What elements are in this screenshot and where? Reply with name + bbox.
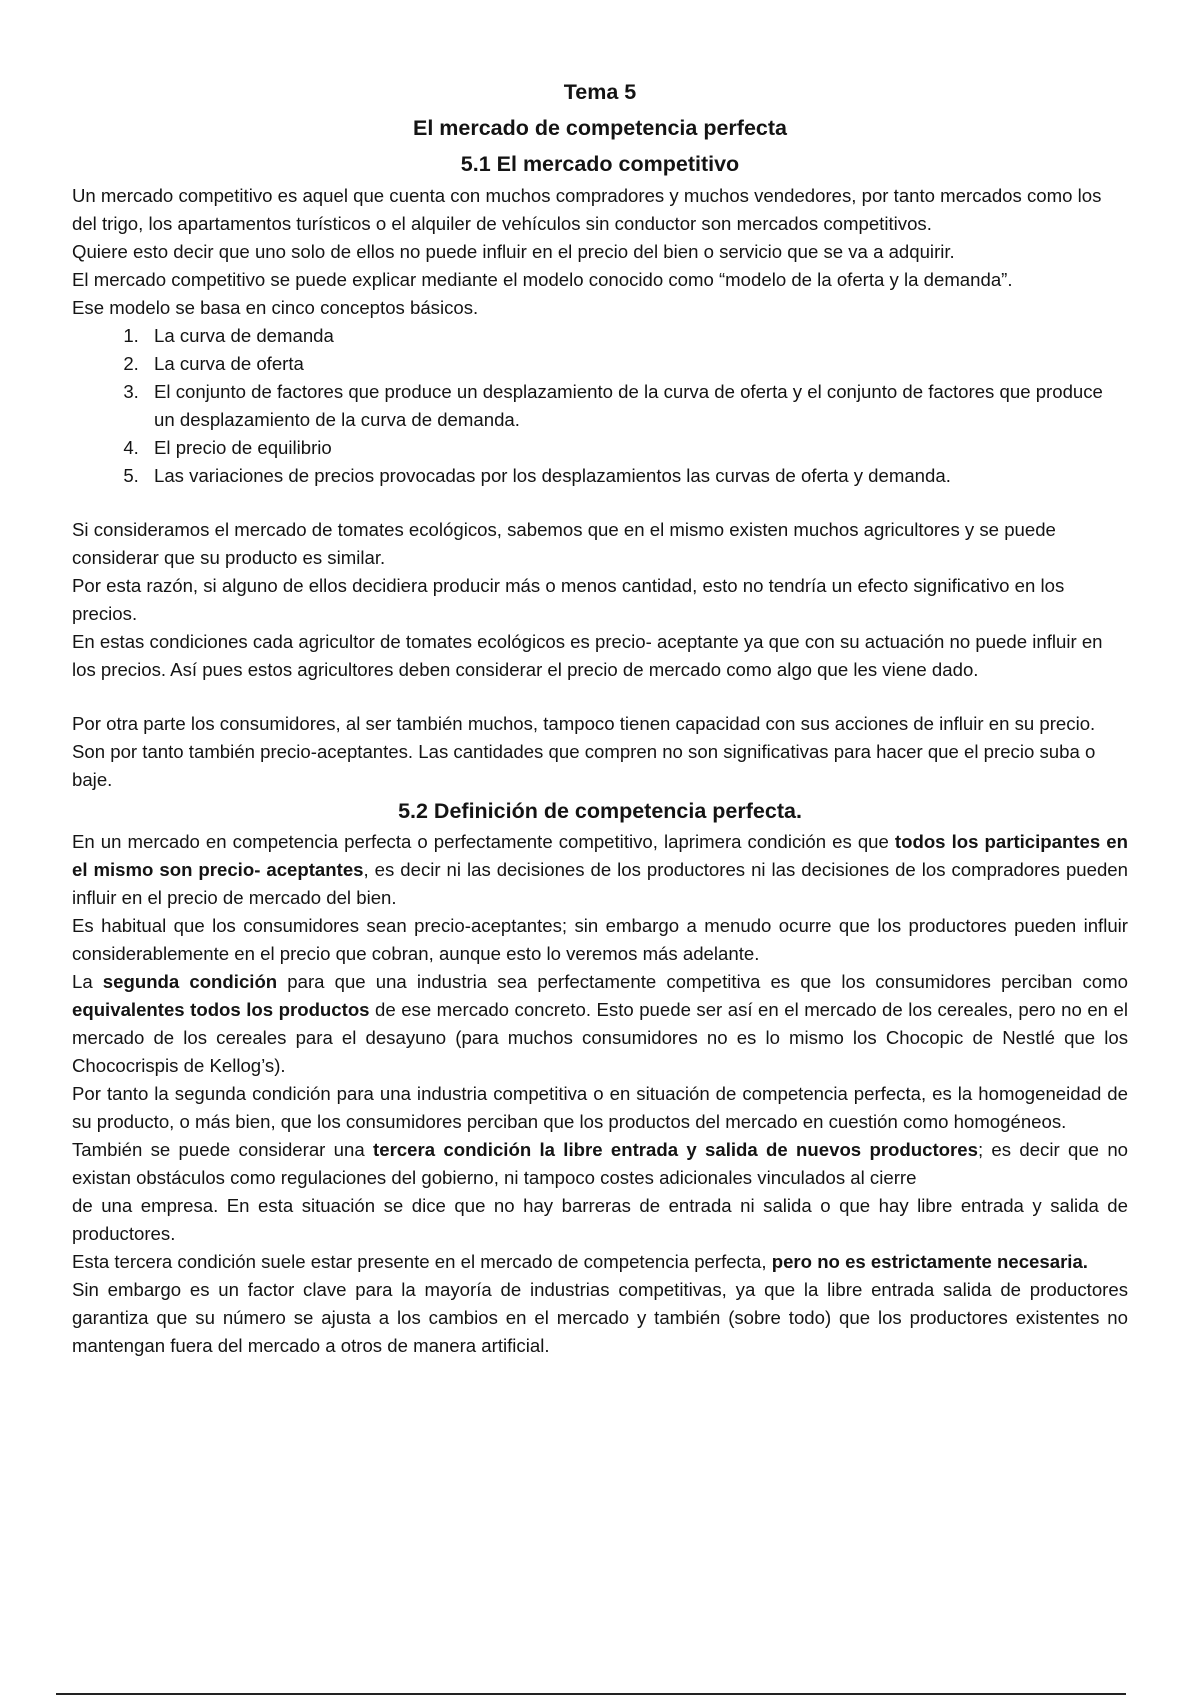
paragraph — [72, 968, 1128, 1080]
paragraph — [72, 828, 1128, 912]
text-run: La — [72, 971, 103, 992]
paragraph: Por esta razón, si alguno de ellos decidiera producir más o menos cantidad, esto no tendría un efecto significativo en los precios. — [72, 575, 1065, 624]
paragraph — [72, 1248, 1128, 1276]
list-item: 5. Las variaciones de precios provocadas por los desplazamientos las curvas de oferta y demanda. — [144, 462, 1128, 490]
bold-text: tercera condición la libre entrada y salida de nuevos productores — [373, 1139, 978, 1160]
paragraph — [72, 1136, 1128, 1192]
text-run: También se puede considerar una — [72, 1139, 374, 1160]
text-run: En un mercado en competencia perfecta o perfectamente competitivo, laprimera condición es que — [72, 831, 895, 852]
paragraph: Si consideramos el mercado de tomates ecológicos, sabemos que en el mismo existen muchos agricultores y se puede considerar que su producto es similar. — [72, 519, 1056, 568]
paragraph: de una empresa. En esta situación se dice que no hay barreras de entrada ni salida o que hay libre entrada y salida de productores. — [72, 1195, 1128, 1244]
spacer — [72, 490, 1128, 516]
paragraph: Un mercado competitivo es aquel que cuenta con muchos compradores y muchos vendedores, por tanto mercados como los del trigo, los apartamentos turísticos o el alquiler de vehículos sin conductor son mercados competitivos. — [72, 185, 1102, 234]
text-run: de ese mercado concreto. Esto puede ser así en el mercado de los cereales, pero no en el mercado de los cereales para el desayuno (para muchos consumidores no es lo mismo los Chocopic de Nestlé que los Chococrispis de Kellog’s). — [72, 999, 1128, 1076]
text-run: , es decir ni las decisiones de los productores ni las decisiones de los compradores pueden influir en el precio de mercado del bien. — [72, 859, 1128, 908]
list-item: 4. El precio de equilibrio — [144, 434, 1128, 462]
bold-text: todos los participantes en el mismo son precio- aceptantes — [72, 831, 1128, 880]
text-run: ; es decir que no existan obstáculos como regulaciones del gobierno, ni tampoco costes adicionales vinculados al cierre — [72, 1139, 1128, 1188]
paragraph: Sin embargo es un factor clave para la mayoría de industrias competitivas, ya que la libre entrada salida de productores garantiza que su número se ajusta a los cambios en el mercado y también (sobre todo) que los productores existentes no mantengan fuera del mercado a otros de manera artificial. — [72, 1279, 1128, 1356]
bold-text: segunda condición — [102, 971, 278, 992]
paragraph: Por tanto la segunda condición para una industria competitiva o en situación de competencia perfecta, es la homogeneidad de su producto, o más bien, que los consumidores perciban que los productos del mercado en cuestión como homogéneos. — [72, 1083, 1128, 1132]
paragraph: Ese modelo se basa en cinco conceptos básicos. — [72, 297, 479, 318]
tema-heading: Tema 5 — [563, 80, 637, 104]
list-item: 2. La curva de oferta — [144, 350, 1128, 378]
section-1-heading: 5.1 El mercado competitivo — [460, 152, 740, 176]
section-2-heading: 5.2 Definición de competencia perfecta. — [398, 799, 802, 823]
footer-divider — [56, 1693, 1126, 1695]
paragraph: Por otra parte los consumidores, al ser también muchos, tampoco tienen capacidad con sus acciones de influir en su precio. Son por tanto también precio-aceptantes. Las cantidades que compren no son significativas para hacer que el precio suba o baje. — [72, 713, 1096, 790]
bold-text: equivalentes todos los productos — [72, 999, 370, 1020]
concepts-list — [72, 322, 1128, 490]
paragraph: El mercado competitivo se puede explicar mediante el modelo conocido como “modelo de la oferta y la demanda”. — [72, 269, 1013, 290]
paragraph: Es habitual que los consumidores sean precio-aceptantes; sin embargo a menudo ocurre que los productores pueden influir considerablemente en el precio que cobran, aunque esto lo veremos más adelante. — [72, 915, 1128, 964]
document-title: El mercado de competencia perfecta — [412, 116, 787, 140]
bold-text: pero no es estrictamente necesaria. — [771, 1251, 1088, 1272]
list-item: 1. La curva de demanda — [144, 322, 1128, 350]
spacer — [72, 684, 1128, 710]
text-run: Esta tercera condición suele estar presente en el mercado de competencia perfecta, — [72, 1251, 772, 1272]
document-page — [72, 74, 1128, 1360]
text-run: para que una industria sea perfectamente competitiva es que los consumidores perciban como — [277, 971, 1128, 992]
paragraph: Quiere esto decir que uno solo de ellos no puede influir en el precio del bien o servicio que se va a adquirir. — [72, 241, 955, 262]
list-item: 3. El conjunto de factores que produce un desplazamiento de la curva de oferta y el conjunto de factores que produce un desplazamiento de la curva de demanda. — [144, 378, 1128, 434]
paragraph: En estas condiciones cada agricultor de tomates ecológicos es precio- aceptante ya que con su actuación no puede influir en los precios. Así pues estos agricultores deben considerar el precio de mercado como algo que les viene dado. — [72, 631, 1103, 680]
